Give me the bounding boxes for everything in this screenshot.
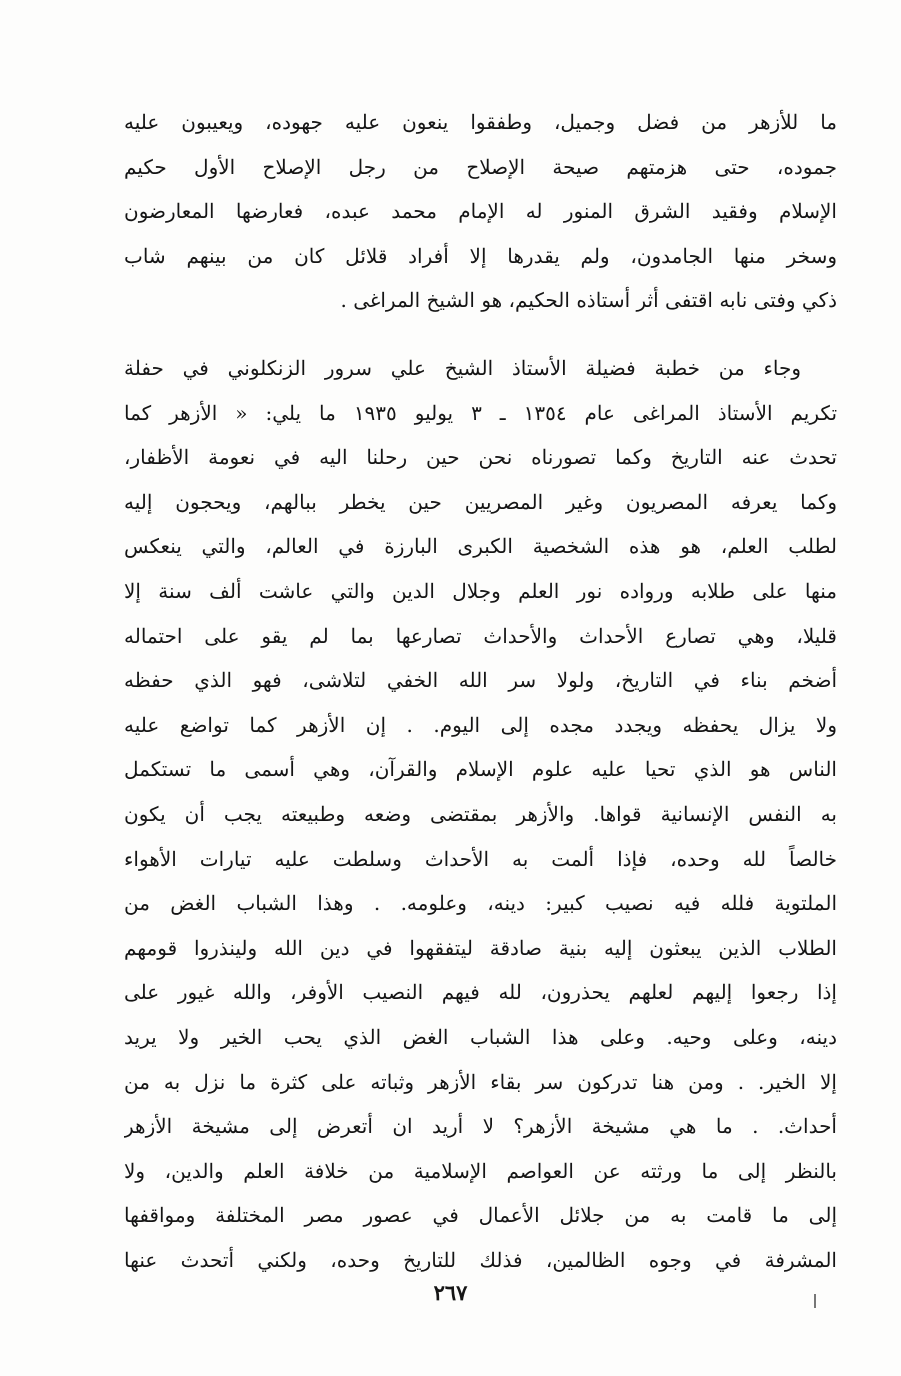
- text-line: الناس هو الذي تحيا عليه علوم الإسلام والقرآن، وهي أسمى ما تستكمل: [124, 757, 837, 782]
- text-line: إلى ما قامت به من جلائل الأعمال في عصور مصر المختلفة ومواقفها: [124, 1203, 837, 1228]
- paragraph-1: [124, 100, 837, 323]
- text-line: دينه، وعلى وحيه. وعلى هذا الشباب الغض الذي يحب الخير ولا يريد: [124, 1024, 837, 1049]
- text-line: وسخر منها الجامدون، ولم يقدرها إلا أفراد قلائل كان من بينهم شاب: [124, 243, 837, 268]
- text-line: المشرفة في وجوه الظالمين، فذلك للتاريخ وحده، ولكني أتحدث عنها: [124, 1247, 837, 1272]
- text-line: وكما يعرفه المصريون وغير المصريين حين يخطر ببالهم، ويحجون إليه: [124, 489, 837, 514]
- text-line: الطلاب الذين يبعثون إليه بنية صادقة ليتفقهوا في دين الله ولينذروا قومهم: [124, 935, 837, 960]
- text-line: ذكي وفتى نابه اقتفى أثر أستاذه الحكيم، هو الشيخ المراغى .: [340, 288, 837, 313]
- text-line: جموده، حتى هزمتهم صيحة الإصلاح من رجل الإصلاح الأول حكيم: [124, 154, 837, 179]
- text-line: الإسلام وفقيد الشرق المنور له الإمام محمد عبده، فعارضها المعارضون: [124, 199, 837, 224]
- text-line: قليلا، وهي تصارع الأحداث والأحداث تصارعها بما لم يقو على احتماله: [124, 623, 837, 648]
- text-line: ولا يزال يحفظه ويجدد مجده إلى اليوم. . إن الأزهر كما تواضع عليه: [124, 712, 837, 737]
- text-line: الملتوية فلله فيه نصيب كبير: دينه، وعلومه. . وهذا الشباب الغض من: [124, 891, 837, 916]
- text-line: وجاء من خطبة فضيلة الأستاذ الشيخ علي سرور الزنكلوني في حفلة: [124, 356, 801, 380]
- page-number: ٢٦٧: [433, 1280, 468, 1305]
- text-line: لطلب العلم، هو هذه الشخصية الكبرى البارزة في العالم، والتي ينعكس: [124, 534, 837, 559]
- scan-edge-mark: [814, 1294, 816, 1308]
- text-line: بالنظر إلى ما ورثته عن العواصم الإسلامية من خلافة العلم والدين، ولا: [124, 1158, 837, 1183]
- text-line: خالصاً لله وحده، فإذا ألمت به الأحداث وسلطت عليه تيارات الأهواء: [124, 846, 837, 871]
- text-line: ما للأزهر من فضل وجميل، وطفقوا ينعون عليه جهوده، ويعيبون عليه: [124, 110, 837, 134]
- text-line: إذا رجعوا إليهم لعلهم يحذرون، لله فيهم النصيب الأوفر، والله غيور على: [124, 980, 837, 1005]
- text-line: أحداث. . ما هي مشيخة الأزهر؟ لا أريد ان أتعرض إلى مشيخة الأزهر: [124, 1114, 837, 1139]
- text-line: تحدث عنه التاريخ وكما تصورناه نحن حين رحلنا اليه في نعومة الأظفار،: [124, 445, 837, 470]
- paragraph-2: [124, 346, 837, 1282]
- text-line: منها على طلابه ورواده نور العلم وجلال الدين والتي عاشت ألف سنة إلا: [124, 578, 837, 603]
- text-line: أضخم بناء في التاريخ، ولولا سر الله الخفي لتلاشى، فهو الذي حفظه: [124, 668, 837, 693]
- text-line: إلا الخير. . ومن هنا تدركون سر بقاء الأزهر وثباته على كثرة ما نزل به من: [124, 1069, 837, 1094]
- text-line: تكريم الأستاذ المراغى عام ١٣٥٤ ـ ٣ يوليو ١٩٣٥ ما يلي: « الأزهر كما: [124, 400, 837, 425]
- text-line: به النفس الإنسانية قواها. والأزهر بمقتضى وضعه وطبيعته يجب أن يكون: [124, 801, 837, 826]
